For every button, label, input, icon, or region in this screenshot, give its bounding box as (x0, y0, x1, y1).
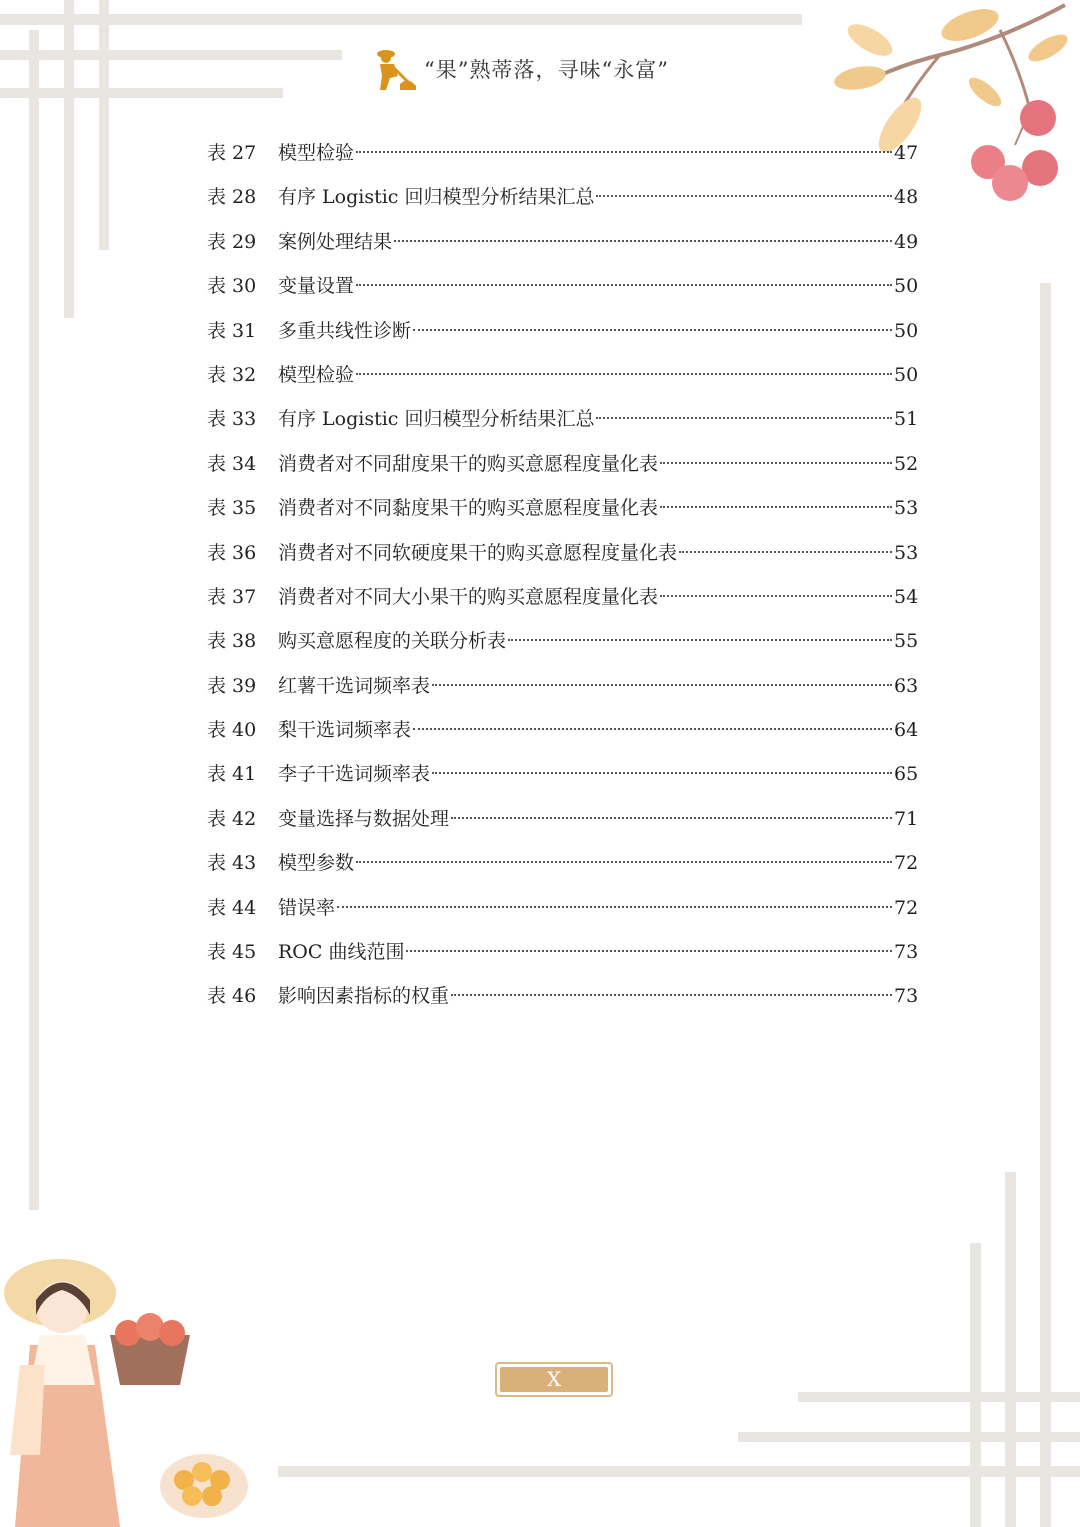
toc-entry[interactable] (207, 575, 919, 619)
toc-entry-page: 73 (894, 941, 919, 964)
toc-entry[interactable] (207, 442, 919, 486)
page-number-badge (495, 1362, 613, 1397)
toc-dot-leader (451, 994, 892, 996)
toc-entry-number: 表 32 (207, 363, 257, 386)
toc-entry[interactable] (207, 886, 919, 930)
toc-entry-page: 50 (894, 319, 919, 342)
toc-entry-page: 73 (894, 985, 919, 1008)
toc-entry[interactable] (207, 397, 919, 441)
frame-bar (798, 1392, 1080, 1402)
toc-entry-page: 63 (894, 674, 919, 697)
toc-entry-number: 表 28 (207, 186, 257, 209)
toc-entry-page: 72 (894, 896, 919, 919)
toc-dot-leader (337, 906, 892, 908)
frame-bar (64, 0, 74, 318)
toc-entry-page: 65 (894, 763, 919, 786)
toc-entry-number: 表 34 (207, 452, 257, 475)
toc-entry-page: 71 (894, 807, 919, 830)
toc-dot-leader (394, 240, 892, 242)
table-of-contents (207, 131, 919, 1019)
toc-dot-leader (413, 329, 892, 331)
toc-entry-page: 51 (894, 408, 919, 431)
toc-dot-leader (356, 861, 892, 863)
toc-entry-number: 表 45 (207, 941, 257, 964)
toc-entry-title: 红薯干选词频率表 (278, 674, 431, 697)
toc-entry-title: 案例处理结果 (278, 230, 393, 253)
toc-entry-title: 有序 Logistic 回归模型分析结果汇总 (278, 186, 595, 209)
toc-dot-leader (356, 284, 892, 286)
toc-entry-title: 变量设置 (278, 275, 355, 298)
toc-dot-leader (660, 462, 892, 464)
toc-entry[interactable] (207, 619, 919, 663)
toc-entry[interactable] (207, 752, 919, 796)
toc-entry-title: 梨干选词频率表 (278, 719, 412, 742)
toc-entry[interactable] (207, 841, 919, 885)
toc-dot-leader (508, 639, 892, 641)
frame-bar (0, 50, 342, 60)
toc-entry[interactable] (207, 220, 919, 264)
toc-dot-leader (432, 684, 892, 686)
frame-bar (0, 88, 283, 98)
frame-bar (0, 14, 802, 25)
toc-entry-page: 53 (894, 497, 919, 520)
fruit-plate-illustration (158, 1450, 250, 1520)
toc-dot-leader (356, 151, 892, 153)
toc-entry-page: 53 (894, 541, 919, 564)
toc-dot-leader (451, 817, 892, 819)
toc-entry-number: 表 35 (207, 497, 257, 520)
toc-entry-title: 消费者对不同黏度果干的购买意愿程度量化表 (278, 497, 659, 520)
toc-dot-leader (660, 506, 892, 508)
toc-entry-title: 错误率 (278, 896, 336, 919)
toc-entry-title: 消费者对不同软硬度果干的购买意愿程度量化表 (278, 541, 678, 564)
toc-entry-title: 消费者对不同甜度果干的购买意愿程度量化表 (278, 452, 659, 475)
toc-entry-page: 55 (894, 630, 919, 653)
toc-entry-number: 表 36 (207, 541, 257, 564)
worker-icon (372, 46, 418, 92)
toc-entry[interactable] (207, 264, 919, 308)
toc-entry-number: 表 46 (207, 985, 257, 1008)
toc-entry-title: 模型参数 (278, 852, 355, 875)
frame-bar (738, 1432, 1080, 1442)
toc-dot-leader (406, 950, 892, 952)
toc-entry-number: 表 30 (207, 275, 257, 298)
toc-entry[interactable] (207, 353, 919, 397)
toc-entry[interactable] (207, 309, 919, 353)
toc-entry-page: 54 (894, 585, 919, 608)
toc-entry-number: 表 44 (207, 896, 257, 919)
toc-entry-title: 消费者对不同大小果干的购买意愿程度量化表 (278, 585, 659, 608)
toc-entry[interactable] (207, 486, 919, 530)
toc-entry-title: 影响因素指标的权重 (278, 985, 450, 1008)
toc-dot-leader (356, 373, 892, 375)
frame-bar (970, 1243, 981, 1527)
toc-entry[interactable] (207, 175, 919, 219)
toc-entry[interactable] (207, 974, 919, 1018)
toc-dot-leader (596, 417, 892, 419)
toc-entry-number: 表 42 (207, 807, 257, 830)
toc-entry-number: 表 29 (207, 230, 257, 253)
toc-entry[interactable] (207, 131, 919, 175)
toc-entry[interactable] (207, 930, 919, 974)
toc-entry-page: 50 (894, 363, 919, 386)
toc-entry-page: 72 (894, 852, 919, 875)
toc-entry-title: ROC 曲线范围 (278, 941, 405, 964)
toc-entry-title: 有序 Logistic 回归模型分析结果汇总 (278, 408, 595, 431)
toc-entry-number: 表 39 (207, 674, 257, 697)
toc-entry-page: 49 (894, 230, 919, 253)
toc-dot-leader (660, 595, 892, 597)
toc-entry-title: 购买意愿程度的关联分析表 (278, 630, 507, 653)
toc-dot-leader (432, 772, 892, 774)
header-title: “果”熟蒂落，寻味“永富” (424, 58, 669, 82)
toc-entry[interactable] (207, 797, 919, 841)
toc-entry-title: 模型检验 (278, 363, 355, 386)
toc-entry[interactable] (207, 708, 919, 752)
toc-entry-number: 表 37 (207, 585, 257, 608)
frame-bar (99, 0, 109, 250)
frame-bar (278, 1466, 1080, 1477)
toc-entry[interactable] (207, 531, 919, 575)
toc-entry-page: 50 (894, 275, 919, 298)
frame-bar (1040, 283, 1051, 1527)
toc-entry-title: 李子干选词频率表 (278, 763, 431, 786)
toc-entry-page: 48 (894, 186, 919, 209)
toc-entry-page: 64 (894, 719, 919, 742)
toc-entry-page: 52 (894, 452, 919, 475)
toc-dot-leader (413, 728, 892, 730)
toc-entry[interactable] (207, 664, 919, 708)
toc-entry-number: 表 43 (207, 852, 257, 875)
toc-entry-title: 模型检验 (278, 142, 355, 164)
toc-dot-leader (596, 195, 892, 197)
toc-entry-number: 表 41 (207, 763, 257, 786)
toc-entry-title: 变量选择与数据处理 (278, 807, 450, 830)
page-number: X (500, 1367, 608, 1392)
toc-entry-number: 表 38 (207, 630, 257, 653)
toc-entry-number: 表 33 (207, 408, 257, 431)
frame-bar (29, 30, 39, 1210)
toc-dot-leader (679, 551, 892, 553)
toc-entry-number: 表 31 (207, 319, 257, 342)
page-header (372, 44, 712, 94)
toc-entry-number: 表 27 (207, 142, 257, 164)
toc-entry-title: 多重共线性诊断 (278, 319, 412, 342)
toc-entry-number: 表 40 (207, 719, 257, 742)
toc-entry-page: 47 (894, 142, 919, 164)
